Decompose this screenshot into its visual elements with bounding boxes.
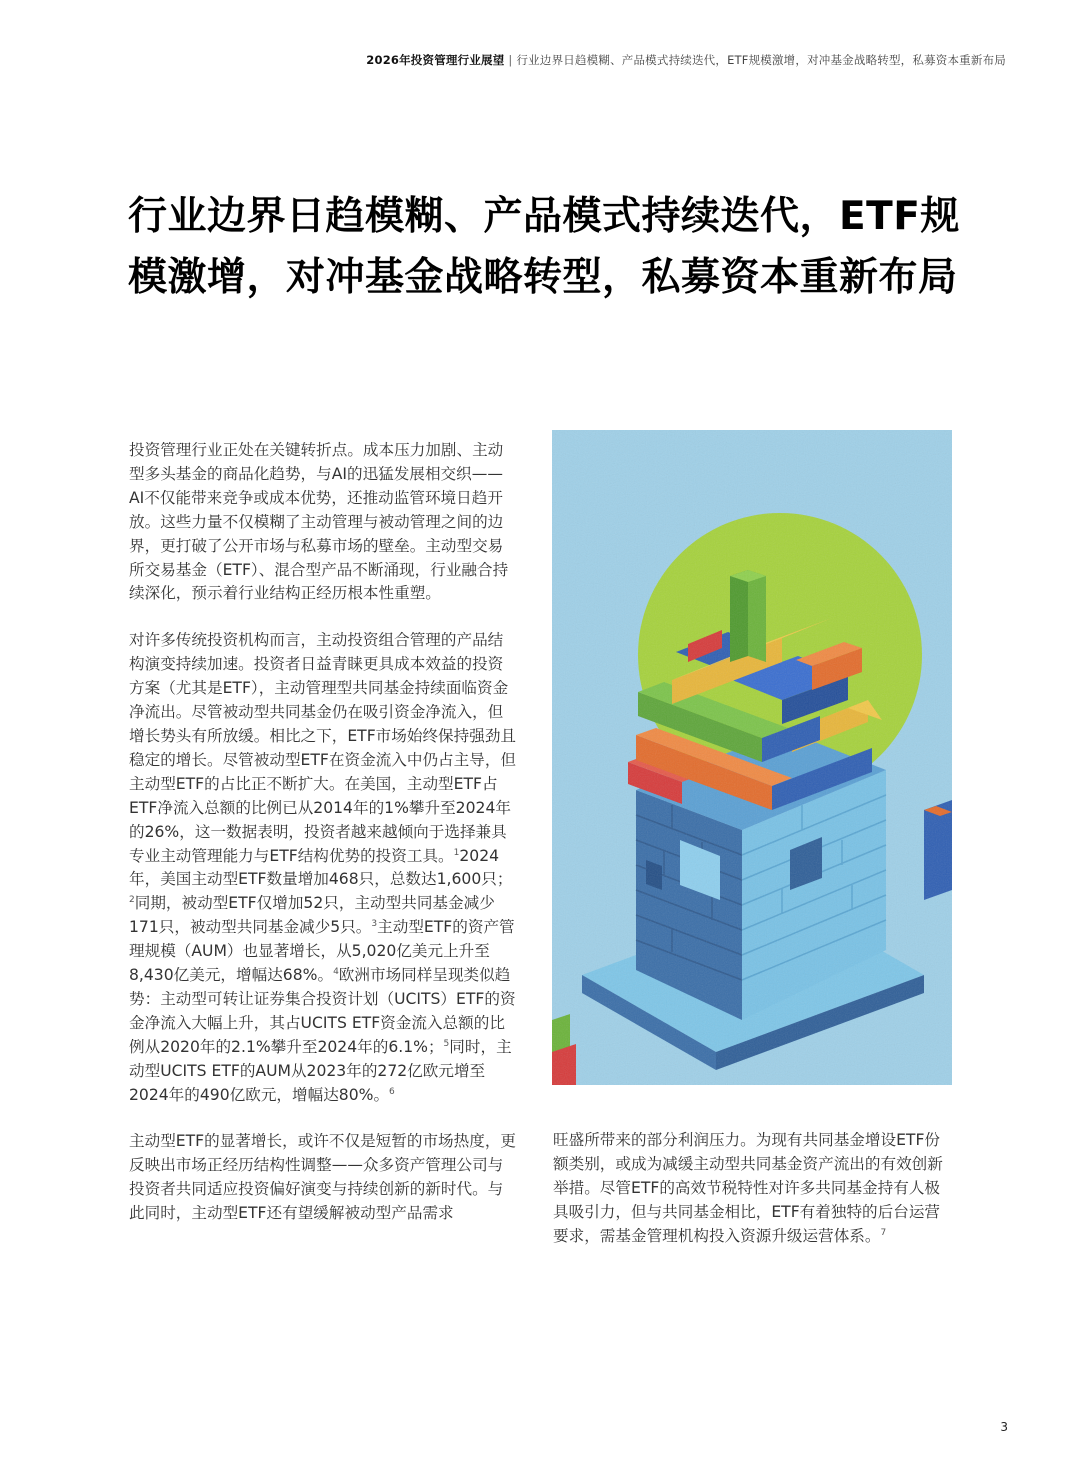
header-separator: | <box>508 53 513 67</box>
left-column <box>129 439 517 1226</box>
footnote-ref[interactable]: 3 <box>371 919 378 930</box>
page-title: 行业边界日趋模糊、产品模式持续迭代，ETF规模激增，对冲基金战略转型，私募资本重新布局 <box>128 194 960 300</box>
text-run: 对许多传统投资机构而言，主动投资组合管理的产品结构演变持续加速。投资者日益青睐更具成本效益的投资方案（尤其是ETF），主动管理型共同基金持续面临资金净流出。尽管被动型共同基金仍在吸引资金净流入，但增长势头有所放缓。相比之下，ETF市场始终保持强劲且稳定的增长。尽管被动型ETF在资金流入中仍占主导，但主动型ETF的占比正不断扩大。在美国，主动型ETF占ETF净流入总额的比例已从2014年的1%攀升至2024年的26%，这一数据表明，投资者越来越倾向于选择兼具专业主动管理能力与ETF结构优势的投资工具。 <box>129 631 517 865</box>
text-run: 主动型ETF的资产管理规模（AUM）也显著增长，从5,020亿美元上升至8,430亿美元，增幅达68%。 <box>129 918 515 985</box>
paragraph-4 <box>553 1129 951 1249</box>
section-title: 行业边界日趋模糊、产品模式持续迭代，ETF规模激增，对冲基金战略转型，私募资本重新布局 <box>516 53 1006 67</box>
footnote-ref[interactable]: 7 <box>880 1227 887 1238</box>
right-column <box>553 1129 951 1249</box>
footnote-ref[interactable]: 2 <box>129 895 135 906</box>
block-tower-illustration <box>552 430 952 1085</box>
text-run: 同期，被动型ETF仅增加52只，主动型共同基金减少171只，被动型共同基金减少5只。 <box>129 894 495 937</box>
footnote-ref[interactable]: 6 <box>389 1086 395 1097</box>
page-number: 3 <box>1000 1420 1008 1434</box>
footnote-ref[interactable]: 1 <box>453 847 460 858</box>
text-run: 旺盛所带来的部分利润压力。为现有共同基金增设ETF份额类别，或成为减缓主动型共同基金资产流出的有效创新举措。尽管ETF的高效节税特性对许多共同基金持有人极具吸引力，但与共同基金相比，ETF有着独特的后台运营要求，需基金管理机构投入资源升级运营体系。 <box>553 1131 943 1245</box>
footnote-ref[interactable]: 5 <box>443 1038 450 1049</box>
paragraph-1: 投资管理行业正处在关键转折点。成本压力加剧、主动型多头基金的商品化趋势，与AI的迅猛发展相交织——AI不仅能带来竞争或成本优势，还推动监管环境日趋开放。这些力量不仅模糊了主动管理与被动管理之间的边界，更打破了公开市场与私募市场的壁垒。主动型交易所交易基金（ETF）、混合型产品不断涌现，行业融合持续深化，预示着行业结构正经历根本性重塑。 <box>129 441 509 603</box>
paragraph-3: 主动型ETF的显著增长，或许不仅是短暂的市场热度，更反映出市场正经历结构性调整——众多资产管理公司与投资者共同适应投资偏好演变与持续创新的新时代。与此同时，主动型ETF还有望缓解被动型产品需求 <box>129 1132 517 1223</box>
running-header <box>366 52 1006 68</box>
footnote-ref[interactable]: 4 <box>333 966 339 977</box>
text-run: 欧洲市场同样呈现类似趋势：主动型可转让证券集合投资计划（UCITS）ETF的资金净流入大幅上升，其占UCITS ETF资金流入总额的比例从2020年的2.1%攀升至2024年的6.1%； <box>129 966 516 1056</box>
illustration-svg <box>552 430 952 1085</box>
text-run: 2024年，美国主动型ETF数量增加468只，总数达1,600只； <box>129 846 513 889</box>
report-title: 2026年投资管理行业展望 <box>366 53 505 67</box>
grain-overlay <box>552 430 952 1085</box>
text-run: 同时，主动型UCITS ETF的AUM从2023年的272亿欧元增至2024年的490亿欧元，增幅达80%。 <box>129 1037 512 1104</box>
paragraph-2 <box>129 629 517 1107</box>
